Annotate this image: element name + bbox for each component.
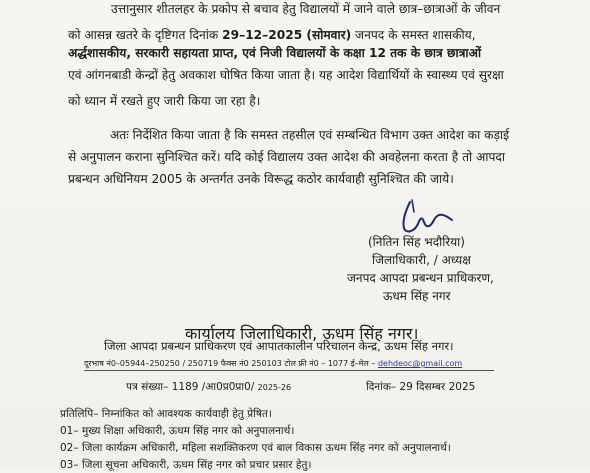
- copy-to-item: 01– मुख्य शिक्षा अधिकारी, ऊधम सिंह नगर को अनुपालनार्थ।: [60, 425, 295, 437]
- email-link[interactable]: dehdeoc@gmail.com: [377, 359, 463, 368]
- para1-line4: एवं आंगनबाडी केन्द्रों हेतु अवकाश घोषित किया जाता है। यह आदेश विद्यार्थियों के स्वास्थ्य एवं सुरक्षा: [68, 68, 504, 82]
- para1-line5: को ध्यान में रखते हुए जारी किया जा रहा है।: [68, 94, 261, 108]
- contact-numbers: दूरभाष नं0–05944–250250 / 250719 फैक्स नं0 250103 टोल फ्री नं0 – 1077 ई–मेल –: [84, 359, 376, 368]
- letter-number-text: पत्र संख्या– 1189 /आ0प्र0प्रा0/: [126, 381, 255, 393]
- copy-to-heading: प्रतिलिपि– निम्नांकित को आवश्यक कार्यवाही हेतु प्रेषित।: [60, 408, 272, 420]
- para1-line1: उत्तानुसार शीतलहर के प्रकोप से बचाव हेतु विद्यालयों में जाने वाले छात्र–छात्राओं के जीवन: [111, 2, 501, 16]
- para1-line2-c: जनपद के समस्त शासकीय,: [355, 28, 476, 42]
- para1-line2: [68, 28, 476, 43]
- letterhead-contacts: [84, 356, 462, 371]
- copy-to-item: 03– जिला सूचना अधिकारी, ऊधम सिंह नगर को प्रचार प्रसार हेतु।: [60, 459, 312, 471]
- copy-to-item: 02– जिला कार्यक्रम अधिकारी, महिला सशक्तिकरण एवं बाल विकास ऊधम सिंह नगर को अनुपालनार्थ।: [60, 442, 451, 454]
- letterhead-divider: [84, 370, 494, 371]
- signatory-authority: जनपद आपदा प्रबन्धन प्राधिकरण,: [347, 271, 494, 285]
- holiday-date: 29–12–2025 (सोमवार): [222, 28, 352, 42]
- para1-line3: अर्द्धशासकीय, सरकारी सहायता प्राप्त, एवं निजी विद्यालयों के कक्षा 12 तक के छात्र छात्राओं: [68, 46, 482, 60]
- office-title: कार्यालय जिलाधिकारी, ऊधम सिंह नगर।: [185, 324, 419, 343]
- signatory-place: ऊधम सिंह नगर: [383, 289, 451, 303]
- para2-line3: प्रबन्धन अधिनियम 2005 के अन्तर्गत उनके विरूद्ध कठोर कार्यवाही सुनिश्चित की जाये।: [68, 172, 454, 186]
- para2-line2: से अनुपालन कराना सुनिश्चित करें। यदि कोई विद्यालय उक्त आदेश की अवहेलना करता है तो आपदा: [68, 150, 506, 164]
- letter-date: दिनांक– 29 दिसम्बर 2025: [366, 381, 476, 393]
- para2-line1: अतः निर्देशित किया जाता है कि समस्त तहसील एवं सम्बन्धित विभाग उक्त आदेश का कड़ाई: [110, 128, 510, 142]
- handwritten-signature: [392, 198, 462, 238]
- signatory-designation: जिलाधिकारी, / अध्यक्ष: [372, 253, 471, 267]
- para1-line2-a: को आसन्न खतरे के दृष्टिगत दिनांक: [68, 28, 219, 42]
- letter-number: [126, 380, 291, 395]
- signatory-name: (नितिन सिंह भदौरिया): [368, 235, 465, 249]
- letter-year: 2025-26: [257, 383, 292, 392]
- letterhead-subtitle: जिला आपदा प्रबन्धन प्राधिकरण एवं आपातकालीन परिचालन केन्द्र, ऊधम सिंह नगर।: [104, 339, 454, 353]
